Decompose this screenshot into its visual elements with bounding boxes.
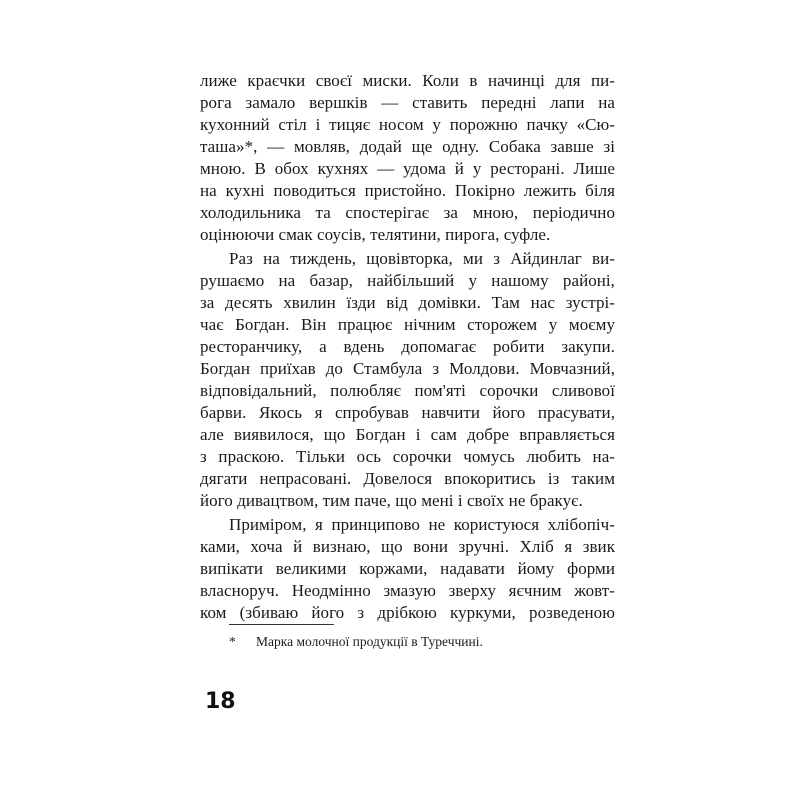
footnote-divider: [229, 624, 334, 625]
body-line: за десять хвилин їзди від домівки. Там нас зустрі-: [200, 293, 615, 312]
body-line: холодильника та спостерігає за мною, періодично: [200, 203, 615, 222]
body-line: рога замало вершків — ставить передні лапи на: [200, 93, 615, 112]
body-line: відповідальний, полюбляє пом'яті сорочки сливової: [200, 381, 615, 400]
body-line: чає Богдан. Він працює нічним сторожем у моєму: [200, 315, 615, 334]
body-line: оцінюючи смак соусів, телятини, пирога, суфле.: [200, 225, 551, 244]
body-line: дягати непрасовані. Довелося впокоритись із таким: [200, 469, 615, 488]
body-line: але виявилося, що Богдан і сам добре вправляється: [200, 425, 615, 444]
body-line: ресторанчику, а вдень допомагає робити закупи.: [200, 337, 615, 356]
page-number: 18: [205, 689, 236, 714]
body-line: з праскою. Тільки ось сорочки чомусь любить на-: [200, 447, 615, 466]
footnote: [229, 633, 483, 651]
body-line: рушаємо на базар, найбільший у нашому районі,: [200, 271, 615, 290]
body-line: мною. В обох кухнях — удома й у ресторані. Лише: [200, 159, 615, 178]
body-line: кухонний стіл і тицяє носом у порожню пачку «Сю-: [200, 115, 615, 134]
body-line: таша»*, — мовляв, додай ще одну. Собака завше зі: [200, 137, 615, 156]
body-line: Богдан приїхав до Стамбула з Молдови. Мовчазний,: [200, 359, 615, 378]
paragraph-first-line: Приміром, я принципово не користуюся хлібопіч-: [229, 515, 615, 534]
body-line: барви. Якось я спробував навчити його прасувати,: [200, 403, 615, 422]
paragraph-first-line: Раз на тиждень, щовівторка, ми з Айдинлаг ви-: [229, 249, 615, 268]
body-line: ком (збиваю його з дрібкою куркуми, розведеною: [200, 603, 615, 622]
body-line: на кухні поводиться пристойно. Покірно лежить біля: [200, 181, 615, 200]
body-line: власноруч. Неодмінно змазую зверху яєчним жовт-: [200, 581, 615, 600]
body-line: ками, хоча й визнаю, що вони зручні. Хліб я звик: [200, 537, 615, 556]
body-line: лиже краєчки своєї миски. Коли в начинці для пи-: [200, 71, 615, 90]
body-line: випікати великими коржами, надавати йому форми: [200, 559, 615, 578]
footnote-text: Марка молочної продукції в Туреччині.: [256, 634, 483, 649]
footnote-mark: *: [229, 634, 236, 649]
body-line: його дивацтвом, тим паче, що мені і своїх не бракує.: [200, 491, 583, 510]
